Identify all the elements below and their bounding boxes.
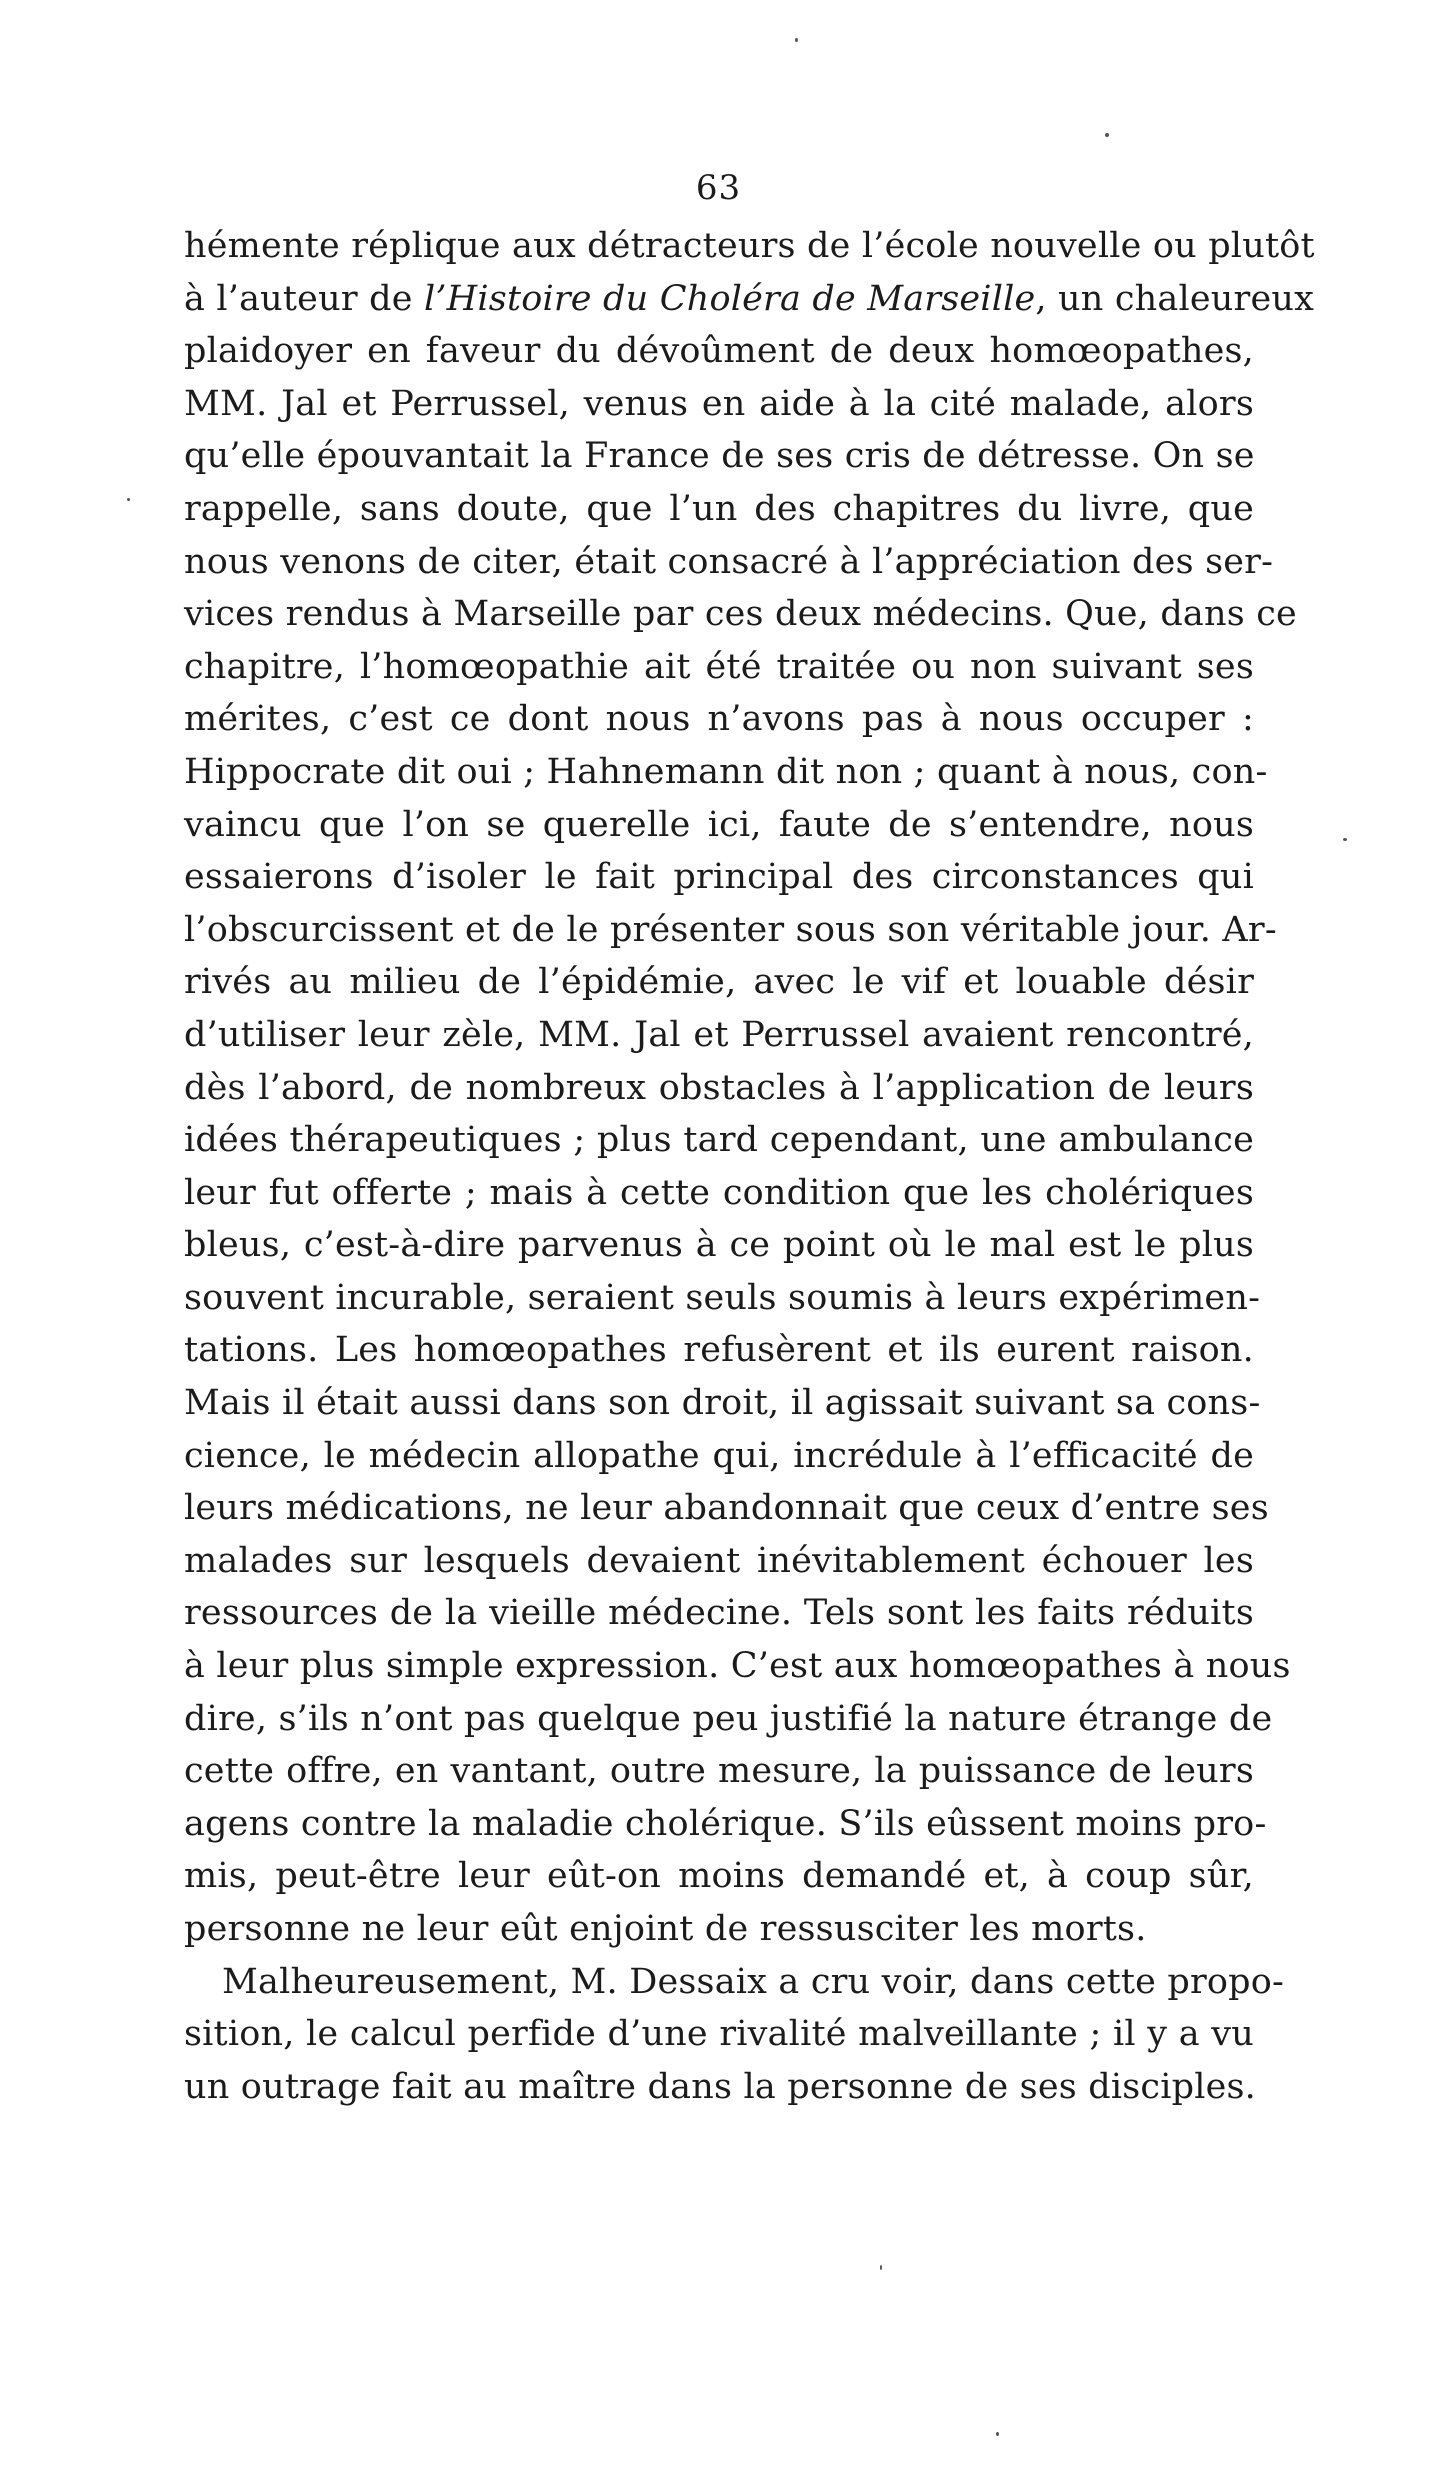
text-line [184,2061,1254,2114]
text-run: malades sur lesquels devaient inévitablement échouer les [184,1540,1254,1581]
text-line [184,1167,1254,1220]
text-run: idées thérapeutiques ; plus tard cependant, une ambulance [184,1120,1254,1161]
text-line [184,1693,1273,1746]
text-run: mérites, c’est ce dont nous n’avons pas à nous occuper : [184,699,1254,740]
text-run: à leur plus simple expression. C’est aux homœopathes à nous [184,1646,1291,1687]
text-line [184,1535,1254,1588]
text-run: un outrage fait au maître dans la personne de ses disciples. [184,2066,1256,2107]
text-line [184,1798,1267,1851]
text-line [184,1114,1254,1167]
text-run: leurs médications, ne leur abandonnait que ceux d’entre ses [184,1488,1269,1529]
text-run: qu’elle épouvantait la France de ses cris de détresse. On se [184,436,1255,477]
italic-title: l’Histoire du Choléra de Marseille [423,278,1036,319]
text-run: leur fut offerte ; mais à cette condition que les cholériques [184,1172,1254,1213]
text-line [184,2008,1254,2061]
text-run: rivés au milieu de l’épidémie, avec le vif et louable désir [184,962,1254,1003]
text-line [184,483,1254,536]
text-line [184,1430,1254,1483]
text-run: tations. Les homœopathes refusèrent et ils eurent raison. [184,1330,1254,1371]
text-line [184,746,1268,799]
text-run: agens contre la maladie cholérique. S’ils eûssent moins pro- [184,1803,1267,1844]
text-run: cette offre, en vantant, outre mesure, la puissance de leurs [184,1751,1254,1792]
text-line [184,1956,1285,2009]
text-run: dès l’abord, de nombreux obstacles à l’application de leurs [184,1067,1254,1108]
text-run: dire, s’ils n’ont pas quelque peu justifié la nature étrange de [184,1698,1273,1739]
text-line [184,1324,1254,1377]
text-run: l’obscurcissent et de le présenter sous son véritable jour. Ar- [184,909,1277,950]
text-line [184,956,1254,1009]
text-run: cience, le médecin allopathe qui, incrédule à l’efficacité de [184,1435,1254,1476]
text-line [184,378,1254,431]
text-line [184,799,1254,852]
text-line [184,693,1254,746]
text-run: souvent incurable, seraient seuls soumis à leurs expérimen- [184,1277,1261,1318]
paper-speck [1105,133,1109,137]
text-line [184,536,1274,589]
text-line [184,1009,1254,1062]
text-line [184,273,1315,326]
body-text [184,220,1315,2113]
text-line [184,1587,1254,1640]
text-run: MM. Jal et Perrussel, venus en aide à la cité malade, alors [184,383,1254,424]
text-run: essaierons d’isoler le fait principal des circonstances qui [184,857,1254,898]
text-run: d’utiliser leur zèle, MM. Jal et Perrussel avaient rencontré, [184,1014,1254,1055]
text-line [184,851,1254,904]
text-run: Hippocrate dit oui ; Hahnemann dit non ; quant à nous, con- [184,751,1268,792]
text-run: à l’auteur de [184,278,424,319]
page-number: 63 [695,168,742,208]
text-run: rappelle, sans doute, que l’un des chapitres du livre, que [184,488,1254,529]
text-line [184,325,1254,378]
text-run: ressources de la vieille médecine. Tels sont les faits réduits [184,1593,1254,1634]
text-run: Malheureusement, M. Dessaix a cru voir, dans cette propo- [222,1961,1285,2002]
text-run: chapitre, l’homœopathie ait été traitée ou non suivant ses [184,646,1254,687]
text-line [184,904,1277,957]
paper-speck [795,38,798,42]
text-line [184,1850,1254,1903]
text-run: Mais il était aussi dans son droit, il agissait suivant sa cons- [184,1383,1261,1424]
text-line [184,1482,1269,1535]
text-run: , un chaleureux [1035,278,1315,319]
text-run: personne ne leur eût enjoint de ressusciter les morts. [184,1909,1147,1949]
text-run: vices rendus à Marseille par ces deux médecins. Que, dans ce [184,594,1297,635]
text-run: vaincu que l’on se querelle ici, faute de s’entendre, nous [184,804,1254,845]
text-line [184,1062,1254,1115]
text-line [184,588,1297,641]
paper-speck [127,498,130,501]
text-line [184,1745,1254,1798]
text-run: sition, le calcul perfide d’une rivalité malveillante ; il y a vu [184,2014,1254,2055]
paper-speck [1343,838,1347,841]
text-run: bleus, c’est-à-dire parvenus à ce point où le mal est le plus [184,1225,1254,1266]
text-run: mis, peut-être leur eût-on moins demandé et, à coup sûr, [184,1856,1254,1897]
text-line [184,1219,1254,1272]
text-line [184,1640,1291,1693]
text-line [184,1272,1261,1325]
paper-speck [996,2432,999,2436]
text-line [184,1377,1261,1430]
text-line [184,641,1254,694]
paper-speck [880,2265,882,2270]
text-run: hémente réplique aux détracteurs de l’école nouvelle ou plutôt [184,226,1315,266]
text-line [184,1903,1254,1956]
text-line [184,430,1254,483]
text-run: nous venons de citer, était consacré à l’appréciation des ser- [184,541,1274,582]
text-line [184,220,1315,273]
text-run: plaidoyer en faveur du dévoûment de deux homœopathes, [184,331,1254,372]
